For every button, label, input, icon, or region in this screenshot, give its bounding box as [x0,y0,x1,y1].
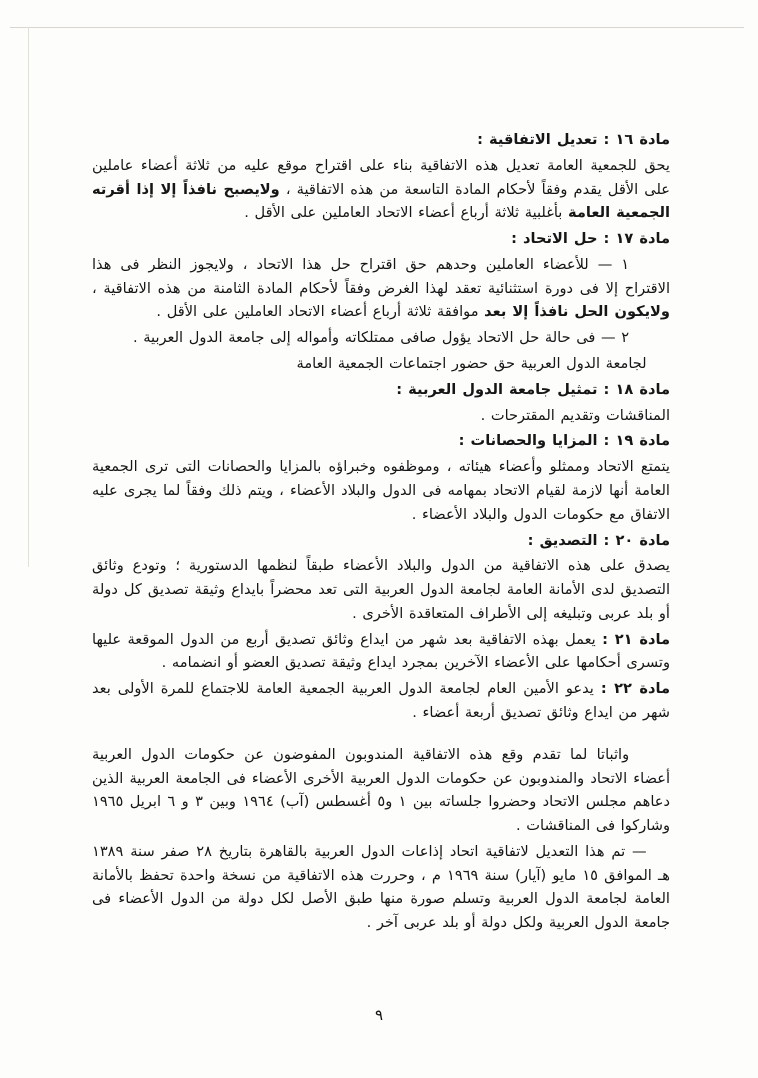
article-19-heading: مادة ١٩ : المزايا والحصانات : [458,432,670,450]
article-17-item-1 [92,253,670,324]
closing-paragraph-2: — تم هذا التعديل لاتفاقية اتحاد إذاعات الدول العربية بالقاهرة بتاريخ ٢٨ صفر سنة ١٣٨٩ هـ الموافق ١٥ مايو (آيار) سنة ١٩٦٩ م ، وحررت هذه الاتفاقية من نسخة واحدة تحفظ بالأمانة العامة لجامعة الدول العربية وتسلم صورة منها طبق الأصل لكل دولة من الدول الأعضاء فى جامعة الدول العربية ولكل دولة أو بلد عربى آخر . [92,842,670,932]
article-17-heading: مادة ١٧ : حل الاتحاد : [511,230,670,248]
article-19-body: يتمتع الاتحاد وممثلو وأعضاء هيئاته ، وموظفوه وخبراؤه بالمزايا والحصانات التى ترى الجمعية العامة أنها لازمة لقيام الاتحاد بمهامه فى الدول والبلاد الأعضاء ، ويتم ذلك وفقاً لما يجرى عليه الاتفاق مع حكومات الدول والبلاد الأعضاء . [92,458,670,523]
article-16-text-bold: ولايصبح نافذاً إلا إذا أقرته الجمعية العامة [92,180,670,222]
page-number: ٩ [374,1006,384,1024]
document-body [92,128,670,937]
scan-edge-top [10,27,744,28]
article-16-text-2: بأغلبية ثلاثة أرباع أعضاء الاتحاد العاملين على الأقل . [244,204,568,222]
article-18-lead-line: لجامعة الدول العربية حق حضور اجتماعات الجمعية العامة [296,355,647,373]
article-16-body [92,154,670,225]
article-21 [92,628,670,676]
article-16-text-1: يحق للجمعية العامة تعديل هذه الاتفاقية بناء على اقتراح موقع عليه من ثلاثة أعضاء عاملين على الأقل يقدم وفقاً لأحكام المادة التاسعة من هذه الاتفاقية ، [92,156,670,198]
article-21-label: مادة ٢١ : [602,630,671,648]
scan-edge-left [28,27,29,567]
article-17-item-1-text-1: ١ — للأعضاء العاملين وحدهم حق اقتراح حل هذا الاتحاد ، ولايجوز النظر فى هذا الاقتراح إلا فى دورة استثنائية تعقد لهذا الغرض وفقاً لأحكام المادة الثامنة من هذه الاتفاقية ، [92,255,670,297]
article-17-item-1-text-2: موافقة ثلاثة أرباع أعضاء الاتحاد العاملين على الأقل . [156,303,485,321]
article-22-body: يدعو الأمين العام لجامعة الدول العربية الجمعية العامة للاجتماع للمرة الأولى بعد شهر من ايداع وثائق تصديق أربعة أعضاء . [92,680,670,721]
closing-paragraph-1: واثباتا لما تقدم وقع هذه الاتفاقية المندوبون المفوضون عن حكومات الدول العربية أعضاء الاتحاد والمندوبون عن حكومات الدول العربية الأخرى الأعضاء فى الجامعة العربية الذين دعاهم مجلس الاتحاد وحضروا جلساته بين ١ و٥ أغسطس (آب) ١٩٦٤ وبين ٣ و ٦ ابريل ١٩٦٥ وشاركوا فى المناقشات . [92,745,670,835]
article-22 [92,677,670,725]
article-20-body: يصدق على هذه الاتفاقية من الدول والبلاد الأعضاء طبقاً لنظمها الدستورية ؛ وتودع وثائق التصديق لدى الأمانة العامة لجامعة الدول العربية التى تعد محضراً بايداع وثيقة تصديق كل دولة أو بلد عربى وتبليغه إلى الأطراف المتعاقدة الأخرى . [92,557,670,622]
article-17-item-1-text-bold: ولايكون الحل نافذاً إلا بعد [484,303,670,321]
article-21-body: يعمل بهذه الاتفاقية بعد شهر من ايداع وثائق تصديق أربع من الدول الموقعة عليها وتسرى أحكامها على الأعضاء الآخرين بمجرد ايداع وثيقة تصديق العضو أو انضمامه . [92,630,670,672]
article-18-body: المناقشات وتقديم المقترحات . [480,406,670,424]
article-16-heading: مادة ١٦ : تعديل الاتفاقية : [477,131,670,148]
article-20-heading: مادة ٢٠ : التصديق : [527,531,670,549]
section-gap [92,727,670,743]
article-18-heading: مادة ١٨ : تمثيل جامعة الدول العربية : [396,380,670,398]
article-17-item-2: ٢ — فى حالة حل الاتحاد يؤول صافى ممتلكاته وأمواله إلى جامعة الدول العربية . [132,329,630,347]
article-22-label: مادة ٢٢ : [600,680,670,698]
